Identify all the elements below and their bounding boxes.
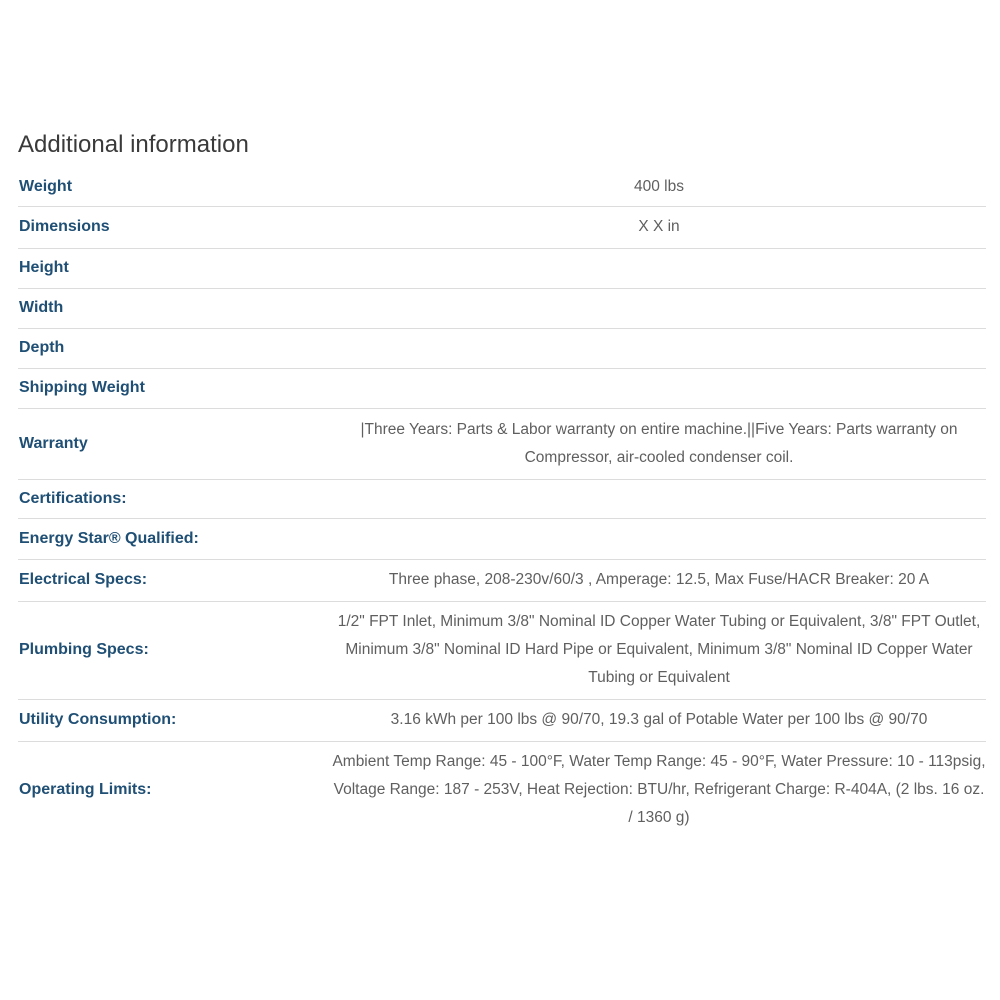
attribute-label: Warranty (19, 434, 88, 452)
attribute-value (328, 248, 986, 288)
attribute-label: Shipping Weight (19, 379, 145, 396)
attribute-label: Width (19, 299, 64, 316)
attribute-label: Energy Star® Qualified: (19, 529, 199, 547)
attribute-label: Height (19, 259, 69, 276)
attribute-row-weight (18, 168, 986, 206)
attribute-label: Operating Limits: (19, 781, 152, 799)
attributes-table (18, 168, 986, 839)
attribute-value: |Three Years: Parts & Labor warranty on entire machine.||Five Years: Parts warranty on Compressor, air-cooled condenser coil. (360, 420, 958, 466)
attribute-row-shipping-weight (18, 368, 986, 408)
attribute-value: 1/2" FPT Inlet, Minimum 3/8" Nominal ID Copper Water Tubing or Equivalent, 3/8" FPT Outlet, Minimum 3/8" Nominal ID Hard Pipe or Equivalent, Minimum 3/8" Nominal ID Copper Water Tubing or Equivalent (337, 613, 981, 686)
attribute-label: Dimensions (19, 218, 110, 235)
attribute-label: Weight (19, 177, 73, 195)
attribute-row-utility-consumption (18, 699, 986, 741)
attribute-label: Plumbing Specs: (19, 641, 149, 658)
attribute-row-width (18, 288, 986, 328)
attribute-value: X X in (638, 218, 680, 235)
attribute-row-operating-limits (18, 741, 986, 839)
attribute-value (328, 288, 986, 328)
attribute-value: Three phase, 208-230v/60/3 , Amperage: 12.5, Max Fuse/HACR Breaker: 20 A (388, 571, 930, 588)
attribute-row-energy-star (18, 518, 986, 559)
attribute-label: Electrical Specs: (19, 571, 148, 588)
attribute-value: 400 lbs (634, 177, 684, 195)
attribute-row-plumbing-specs (18, 601, 986, 699)
attribute-label: Depth (19, 339, 65, 356)
attribute-row-warranty (18, 408, 986, 479)
attribute-label: Utility Consumption: (19, 711, 177, 728)
attribute-value (328, 479, 986, 518)
attribute-value: Ambient Temp Range: 45 - 100°F, Water Temp Range: 45 - 90°F, Water Pressure: 10 - 113psig, Voltage Range: 187 - 253V, Heat Rejection: BTU/hr, Refrigerant Charge: R-404A, (2 lbs. 16 oz. / 1360 g) (332, 753, 986, 827)
attribute-label: Certifications: (19, 489, 127, 507)
additional-information-section (18, 128, 986, 839)
attribute-value (328, 368, 986, 408)
attribute-value (328, 518, 986, 559)
attribute-row-electrical-specs (18, 559, 986, 601)
attribute-row-certifications (18, 479, 986, 518)
attribute-row-height (18, 248, 986, 288)
attribute-value: 3.16 kWh per 100 lbs @ 90/70, 19.3 gal of Potable Water per 100 lbs @ 90/70 (390, 711, 928, 728)
attribute-row-dimensions (18, 206, 986, 248)
attribute-value (328, 328, 986, 368)
section-title: Additional information (18, 131, 249, 158)
attribute-row-depth (18, 328, 986, 368)
